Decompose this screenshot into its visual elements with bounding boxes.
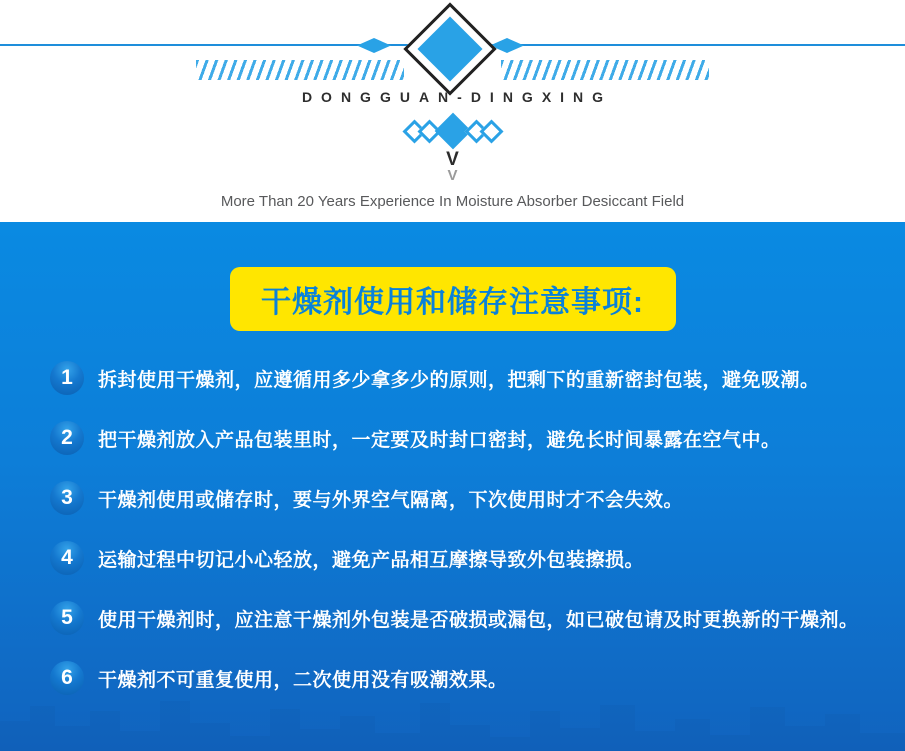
item-number-badge: 5 bbox=[50, 601, 84, 635]
list-item bbox=[0, 418, 905, 458]
brand-diamond-icon bbox=[403, 2, 496, 95]
notice-title: 干燥剂使用和储存注意事项: bbox=[261, 286, 644, 319]
item-number-badge: 3 bbox=[50, 481, 84, 515]
hatch-stripes-left-icon bbox=[196, 60, 404, 80]
item-text: 使用干燥剂时，应注意干燥剂外包装是否破损或漏包，如已破包请及时更换新的干燥剂。 bbox=[98, 609, 859, 631]
item-text: 拆封使用干燥剂，应遵循用多少拿多少的原则，把剩下的重新密封包装，避免吸潮。 bbox=[98, 369, 820, 391]
notice-panel bbox=[0, 222, 905, 751]
notice-list bbox=[0, 358, 905, 698]
list-item bbox=[0, 478, 905, 518]
item-text: 把干燥剂放入产品包装里时，一定要及时封口密封，避免长时间暴露在空气中。 bbox=[98, 429, 781, 451]
list-item bbox=[0, 598, 905, 638]
notice-title-box bbox=[230, 267, 676, 331]
item-text: 干燥剂使用或储存时，要与外界空气隔离，下次使用时才不会失效。 bbox=[98, 489, 684, 511]
chevron-down-dark-icon: V bbox=[446, 149, 459, 170]
chevron-down-light-icon: V bbox=[447, 167, 458, 184]
small-diamond-right-icon bbox=[490, 38, 524, 53]
diamond-cluster-icon bbox=[0, 112, 905, 150]
item-text: 运输过程中切记小心轻放，避免产品相互摩擦导致外包装擦损。 bbox=[98, 549, 645, 571]
item-number-badge: 4 bbox=[50, 541, 84, 575]
hatch-stripes-right-icon bbox=[501, 60, 709, 80]
small-diamond-left-icon bbox=[357, 38, 391, 53]
item-number-badge: 2 bbox=[50, 421, 84, 455]
list-item bbox=[0, 658, 905, 698]
list-item bbox=[0, 358, 905, 398]
item-number-badge: 1 bbox=[50, 361, 84, 395]
item-number-badge: 6 bbox=[50, 661, 84, 695]
cluster-outline-diamond-icon bbox=[479, 119, 503, 143]
list-item bbox=[0, 538, 905, 578]
brand-header bbox=[0, 0, 905, 222]
brand-name: DONGGUAN-DINGXING bbox=[301, 89, 613, 105]
experience-tagline: More Than 20 Years Experience In Moisture Absorber Desiccant Field bbox=[220, 193, 685, 210]
item-text: 干燥剂不可重复使用，二次使用没有吸潮效果。 bbox=[98, 669, 508, 691]
